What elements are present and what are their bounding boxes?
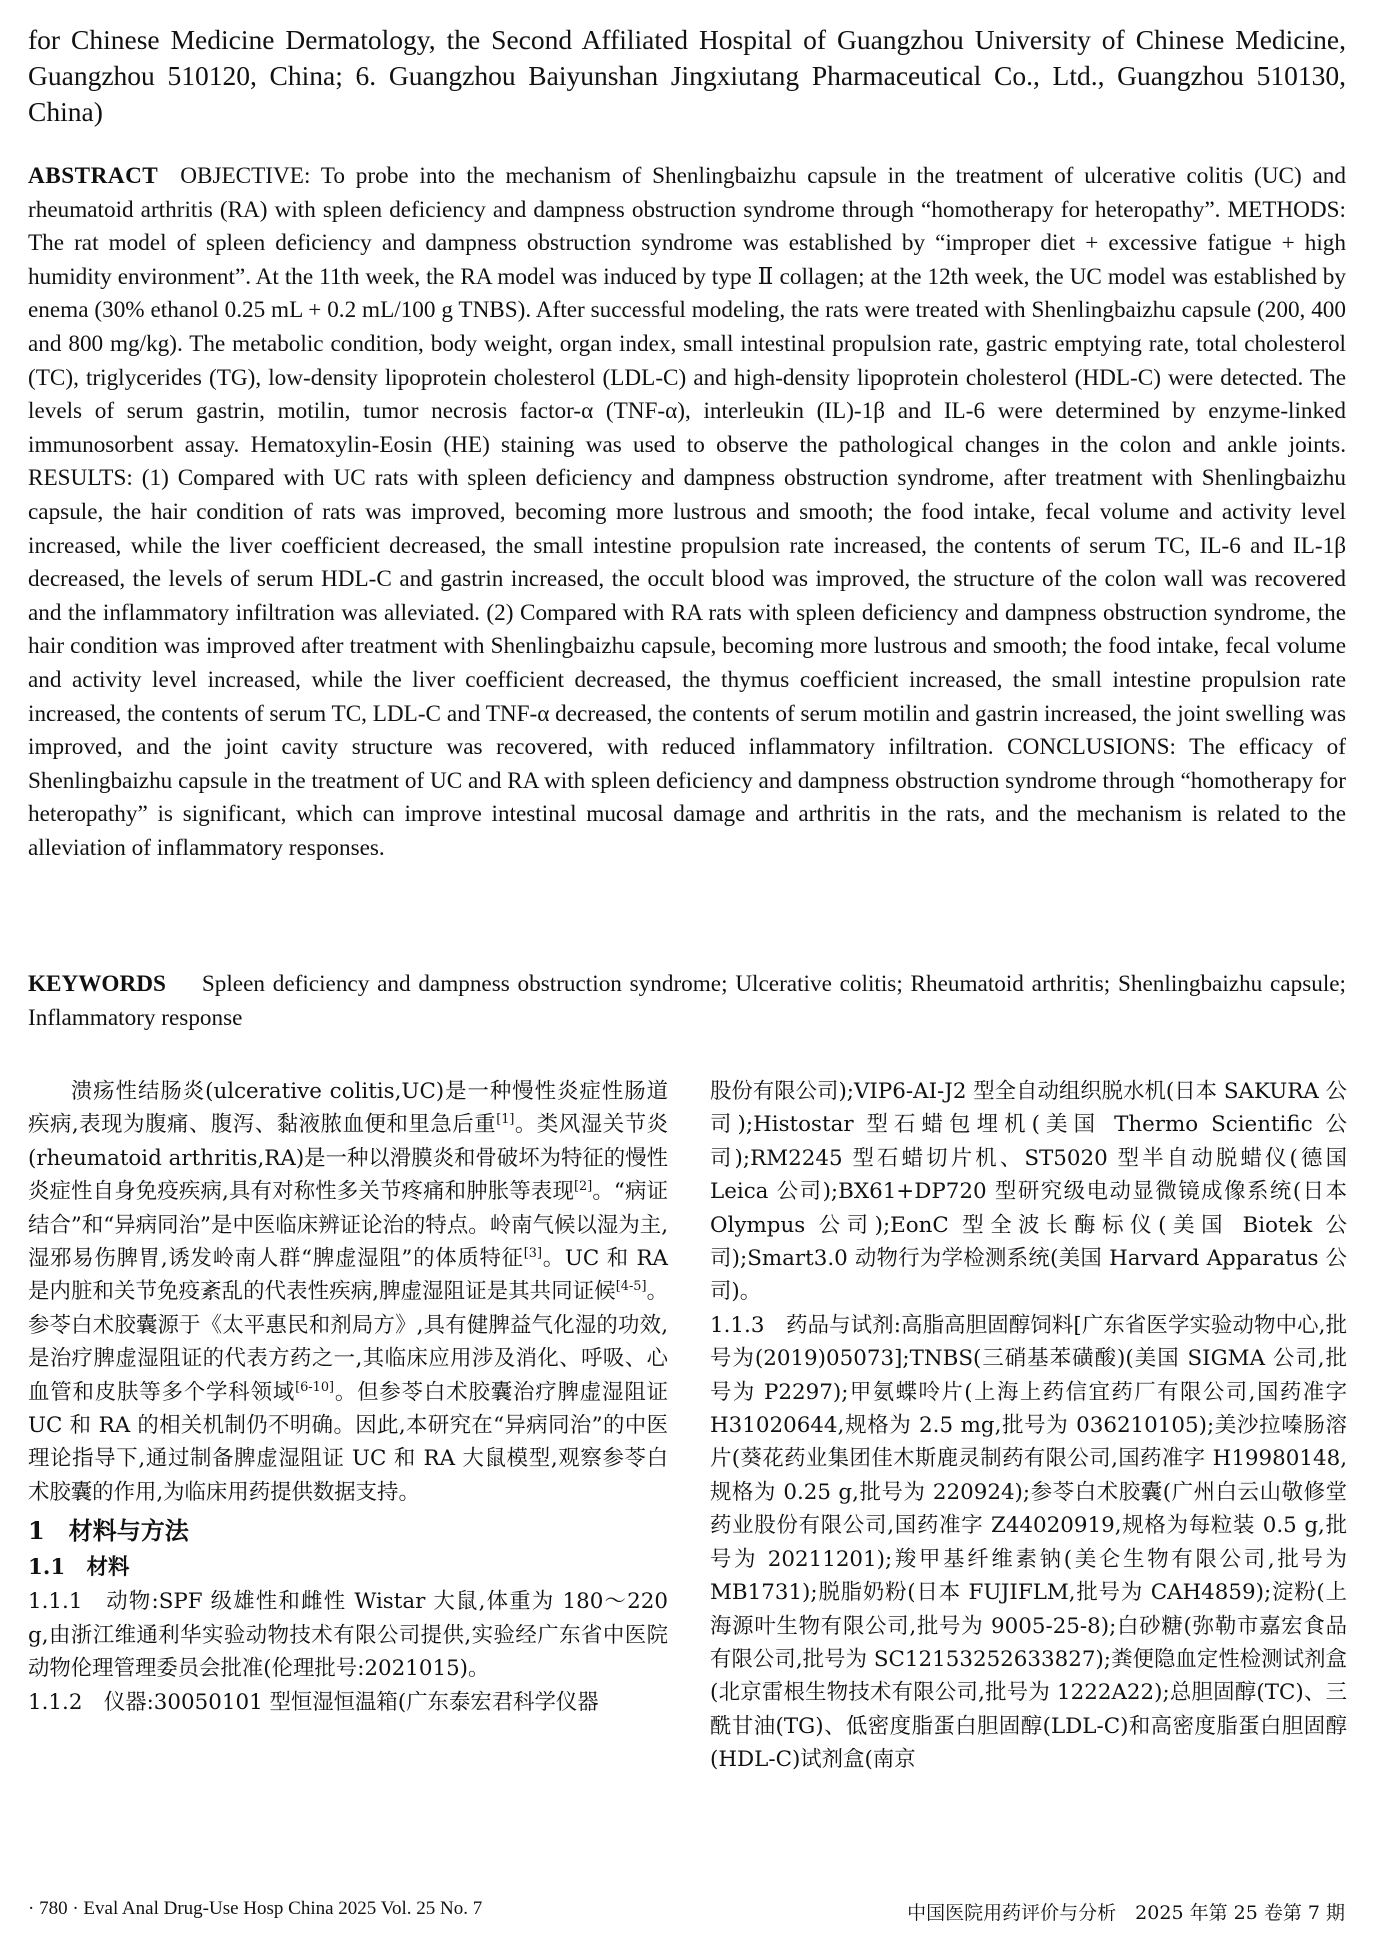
intro-text-4: 。UC 和 RA 是内脏和关节免疫紊乱的代表性疾病,脾虚湿阻证是其共同证候 — [28, 1246, 669, 1305]
affiliation-text: for Chinese Medicine Dermatology, the Second Affiliated Hospital of Guangzhou University of Chinese Medicine, Guangzhou 510120, China; 6. Guangzhou Baiyunshan Jingxiutang Pharmaceutical Co., Ltd., Guangzhou 510130, China) — [28, 24, 1346, 127]
intro-text-6: 。但参苓白术胶囊治疗脾虚湿阻证 UC 和 RA 的相关机制仍不明确。因此,本研究在“异病同治”的中医理论指导下,通过制备脾虚湿阻证 UC 和 RA 大鼠模型,观察参苓白术胶囊的作用,为临床用药提供数据支持。 — [28, 1379, 668, 1505]
intro-text-3: 。“病证结合”和“异病同治”是中医临床辨证论治的特点。岭南气候以湿为主,湿邪易伤脾胃,诱发岭南人群“脾虚湿阻”的体质特征 — [28, 1179, 668, 1272]
subsection-heading-1-1: 1.1 材料 — [28, 1555, 130, 1581]
right-column — [710, 1075, 1347, 1777]
footer-journal-en: · 780 · Eval Anal Drug-Use Hosp China 2025 Vol. 25 No. 7 — [28, 1898, 483, 1919]
intro-paragraph — [28, 1075, 668, 1509]
citation-3: [3] — [523, 1245, 542, 1261]
keywords-block — [28, 968, 1346, 1035]
section-1-1-3: 1.1.3 药品与试剂:高脂高胆固醇饲料[广东省医学实验动物中心,批号为(2019)05073];TNBS(三硝基苯磺酸)(美国 SIGMA 公司,批号为 P2297);甲氨蝶呤片(上海上药信宜药厂有限公司,国药准字 H31020644,规格为 2.5 mg,批号为 036210105);美沙拉嗪肠溶片(葵花药业集团佳木斯鹿灵制药有限公司,国药准字 H19980148,规格为 0.25 g,批号为 220924);参苓白术胶囊(广州白云山敬修堂药业股份有限公司,国药准字 Z44020919,规格为每粒装 0.5 g,批号为 20211201);羧甲基纤维素钠(美仑生物有限公司,批号为 MB1731);脱脂奶粉(日本 FUJIFLM,批号为 CAH4859);淀粉(上海源叶生物有限公司,批号为 9005-25-8);白砂糖(弥勒市嘉宏食品有限公司,批号为 SC12153252633827);粪便隐血定性检测试剂盒(北京雷根生物技术有限公司,批号为 1222A22);总胆固醇(TC)、三酰甘油(TG)、低密度脂蛋白胆固醇(LDL-C)和高密度脂蛋白胆固醇(HDL-C)试剂盒(南京 — [710, 1312, 1347, 1773]
footer-journal-cn: 中国医院用药评价与分析 2025 年第 25 卷第 7 期 — [907, 1902, 1345, 1924]
intro-text-5: 。参苓白术胶囊源于《太平惠民和剂局方》,具有健脾益气化湿的功效,是治疗脾虚湿阻证的代表方药之一,其临床应用涉及消化、呼吸、心血管和皮肤等多个学科领域 — [28, 1279, 668, 1405]
abstract-block — [28, 160, 1346, 865]
section-1-1-1: 1.1.1 动物:SPF 级雄性和雌性 Wistar 大鼠,体重为 180～220 g,由浙江维通利华实验动物技术有限公司提供,实验经广东省中医院动物伦理管理委员会批准(伦理批号:2021015)。 — [28, 1589, 668, 1682]
section-heading-1: 1 材料与方法 — [28, 1516, 189, 1546]
citation-2: [2] — [574, 1179, 593, 1195]
instruments-continued: 股份有限公司);VIP6-AI-J2 型全自动组织脱水机(日本 SAKURA 公司);Histostar 型石蜡包埋机(美国 Thermo Scientific 公司);RM2245 型石蜡切片机、ST5020 型半自动脱蜡仪(德国 Leica 公司);BX61+DP720 型研究级电动显微镜成像系统(日本 Olympus 公司);EonC 型全波长酶标仪(美国 Biotek 公司);Smart3.0 动物行为学检测系统(美国 Harvard Apparatus 公司)。 — [710, 1079, 1347, 1305]
intro-text-1: 溃疡性结肠炎(ulcerative colitis,UC)是一种慢性炎症性肠道疾病,表现为腹痛、腹泻、黏液脓血便和里急后重 — [28, 1079, 668, 1138]
keywords-text: Spleen deficiency and dampness obstruction syndrome; Ulcerative colitis; Rheumatoid arthritis; Shenlingbaizhu capsule; Inflammatory response — [28, 971, 1346, 1031]
abstract-text: OBJECTIVE: To probe into the mechanism of Shenlingbaizhu capsule in the treatment of ulcerative colitis (UC) and rheumatoid arthritis (RA) with spleen deficiency and dampness obstruction syndrome through “homotherapy for heteropathy”. METHODS: The rat model of spleen deficiency and dampness obstruction syndrome was established by “improper diet + excessive fatigue + high humidity environment”. At the 11th week, the RA model was induced by type Ⅱ collagen; at the 12th week, the UC model was established by enema (30% ethanol 0.25 mL + 0.2 mL/100 g TNBS). After successful modeling, the rats were treated with Shenlingbaizhu capsule (200, 400 and 800 mg/kg). The metabolic condition, body weight, organ index, small intestinal propulsion rate, gastric emptying rate, total cholesterol (TC), triglycerides (TG), low-density lipoprotein cholesterol (LDL-C) and high-density lipoprotein cholesterol (HDL-C) were detected. The levels of serum gastrin, motilin, tumor necrosis factor-α (TNF-α), interleukin (IL)-1β and IL-6 were determined by enzyme-linked immunosorbent assay. Hematoxylin-Eosin (HE) staining was used to observe the pathological changes in the colon and ankle joints. RESULTS: (1) Compared with UC rats with spleen deficiency and dampness obstruction syndrome, after treatment with Shenlingbaizhu capsule, the hair condition of rats was improved, becoming more lustrous and smooth; the food intake, fecal volume and activity level increased, while the liver coefficient decreased, the small intestine propulsion rate increased, the contents of serum TC, IL-6 and IL-1β decreased, the levels of serum HDL-C and gastrin increased, the occult blood was improved, the structure of the colon wall was recovered and the inflammatory infiltration was alleviated. (2) Compared with RA rats with spleen deficiency and dampness obstruction syndrome, the hair condition was improved after treatment with Shenlingbaizhu capsule, becoming more lustrous and smooth; the food intake, fecal volume and activity level increased, while the liver coefficient decreased, the thymus coefficient increased, the small intestine propulsion rate increased, the contents of serum TC, LDL-C and TNF-α decreased, the contents of serum motilin and gastrin increased, the joint swelling was improved, and the joint cavity structure was recovered, with reduced inflammatory infiltration. CONCLUSIONS: The efficacy of Shenlingbaizhu capsule in the treatment of UC and RA with spleen deficiency and dampness obstruction syndrome through “homotherapy for heteropathy” is significant, which can improve intestinal mucosal damage and arthritis in the rats, and the mechanism is related to the alleviation of inflammatory responses. — [28, 163, 1346, 861]
citation-6-10: [6-10] — [295, 1379, 335, 1395]
keywords-label: KEYWORDS — [28, 971, 166, 997]
section-1-1-2: 1.1.2 仪器:30050101 型恒湿恒温箱(广东泰宏君科学仪器 — [28, 1689, 599, 1715]
abstract-label: ABSTRACT — [28, 163, 159, 189]
citation-4-5: [4-5] — [615, 1279, 647, 1295]
citation-1: [1] — [496, 1112, 515, 1128]
left-column — [28, 1075, 668, 1719]
intro-text-2: 。类风湿关节炎(rheumatoid arthritis,RA)是一种以滑膜炎和骨破坏为特征的慢性炎症性自身免疫疾病,具有对称性多关节疼痛和肿胀等表现 — [28, 1112, 668, 1205]
